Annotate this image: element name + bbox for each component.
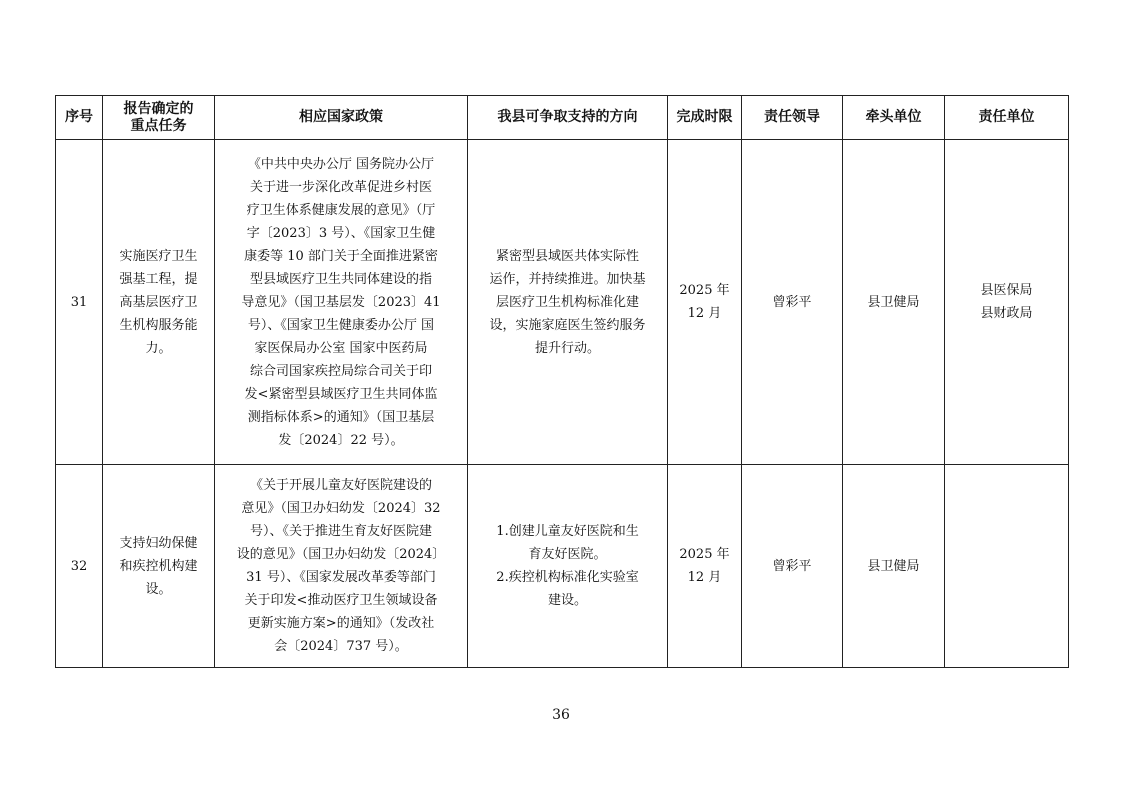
table-header-row [56, 96, 1069, 140]
lead-unit-cell: 县卫健局 [843, 140, 945, 465]
row-number: 32 [56, 465, 103, 668]
national-policy-cell: 《中共中央办公厅 国务院办公厅 关于进一步深化改革促进乡村医 疗卫生体系健康发展的意见》（厅 字〔2023〕3 号）、《国家卫生健 康委等 10 部门关于全面推进紧密 型县域医疗卫生共同体建设的指 导意见》（国卫基层发〔2023〕41 号）、《国家卫生健康委办公厅 国 家医保局办公室 国家中医药局 综合司国家疾控局综合司关于印 发<紧密型县域医疗卫生共同体监 测指标体系>的通知》（国卫基层 发〔2024〕22 号）。 [215, 140, 468, 465]
responsible-unit-cell [945, 465, 1069, 668]
header-national-policy: 相应国家政策 [215, 96, 468, 140]
national-policy-cell: 《关于开展儿童友好医院建设的 意见》（国卫办妇幼发〔2024〕32 号）、《关于推进生育友好医院建 设的意见》（国卫办妇幼发〔2024〕 31 号）、《国家发展改革委等部门 关于印发<推动医疗卫生领域设备 更新实施方案>的通知》（发改社 会〔2024〕737 号）。 [215, 465, 468, 668]
support-direction-cell: 1.创建儿童友好医院和生 育友好医院。 2.疾控机构标准化实验室 建设。 [468, 465, 668, 668]
header-responsible-unit: 责任单位 [945, 96, 1069, 140]
header-deadline: 完成时限 [668, 96, 742, 140]
deadline-cell: 2025 年 12 月 [668, 465, 742, 668]
row-number: 31 [56, 140, 103, 465]
responsible-leader-cell: 曾彩平 [742, 140, 843, 465]
key-task-cell: 支持妇幼保健 和疾控机构建 设。 [103, 465, 215, 668]
header-key-task: 报告确定的 重点任务 [103, 96, 215, 140]
lead-unit-cell: 县卫健局 [843, 465, 945, 668]
header-support-direction: 我县可争取支持的方向 [468, 96, 668, 140]
responsible-leader-cell: 曾彩平 [742, 465, 843, 668]
header-serial-number: 序号 [56, 96, 103, 140]
task-table [55, 95, 1069, 668]
deadline-cell: 2025 年 12 月 [668, 140, 742, 465]
key-task-cell: 实施医疗卫生 强基工程，提 高基层医疗卫 生机构服务能 力。 [103, 140, 215, 465]
page-number: 36 [552, 707, 570, 723]
table-row [56, 465, 1069, 668]
responsible-unit-cell: 县医保局 县财政局 [945, 140, 1069, 465]
table-row [56, 140, 1069, 465]
header-lead-unit: 牵头单位 [843, 96, 945, 140]
support-direction-cell: 紧密型县域医共体实际性 运作，并持续推进。加快基 层医疗卫生机构标准化建 设，实施家庭医生签约服务 提升行动。 [468, 140, 668, 465]
header-responsible-leader: 责任领导 [742, 96, 843, 140]
